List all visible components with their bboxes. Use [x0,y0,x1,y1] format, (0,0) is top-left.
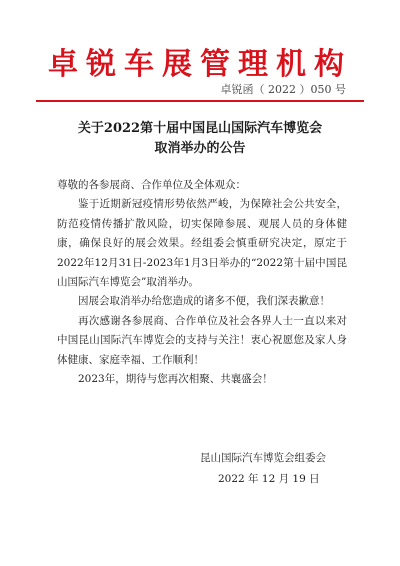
signature-block [200,448,370,490]
salutation: 尊敬的各参展商、合作单位及全体观众： [57,179,246,191]
document-title [0,119,400,159]
document-number: 卓锐函（ 2022 ）050 号 [220,83,346,96]
paragraph-announcement: 鉴于近期新冠疫情形势依然严峻，为保障社会公共安全，防范疫情传播扩散风险，切实保障参展、观展人员的身体健康，确保良好的展会效果。经组委会慎重研究决定，原定于2022年12月31日-2023年1月3日举办的“2022第十届中国昆山国际汽车博览会”取消举办。 [57,198,347,289]
signature-organizer: 昆山国际汽车博览会组委会 [200,452,326,464]
signature-date: 2022 年 12 月 19 日 [218,473,320,485]
document-body [57,176,347,389]
paragraph-apology: 因展会取消举办给您造成的诸多不便，我们深表歉意！ [78,295,330,308]
paragraph-closing: 2023年，期待与您再次相聚、共襄盛会！ [78,373,273,386]
title-line-1: 关于2022第十届中国昆山国际汽车博览会 [77,121,323,136]
organization-header: 卓锐车展管理机构 [48,47,352,82]
title-line-2: 取消举办的公告 [154,141,246,156]
header-divider [36,100,364,102]
paragraph-thanks: 再次感谢各参展商、合作单位及社会各界人士一直以来对中国昆山国际汽车博览会的支持与关注！衷心祝愿您及家人身体健康、家庭幸福、工作顺利！ [57,314,347,366]
